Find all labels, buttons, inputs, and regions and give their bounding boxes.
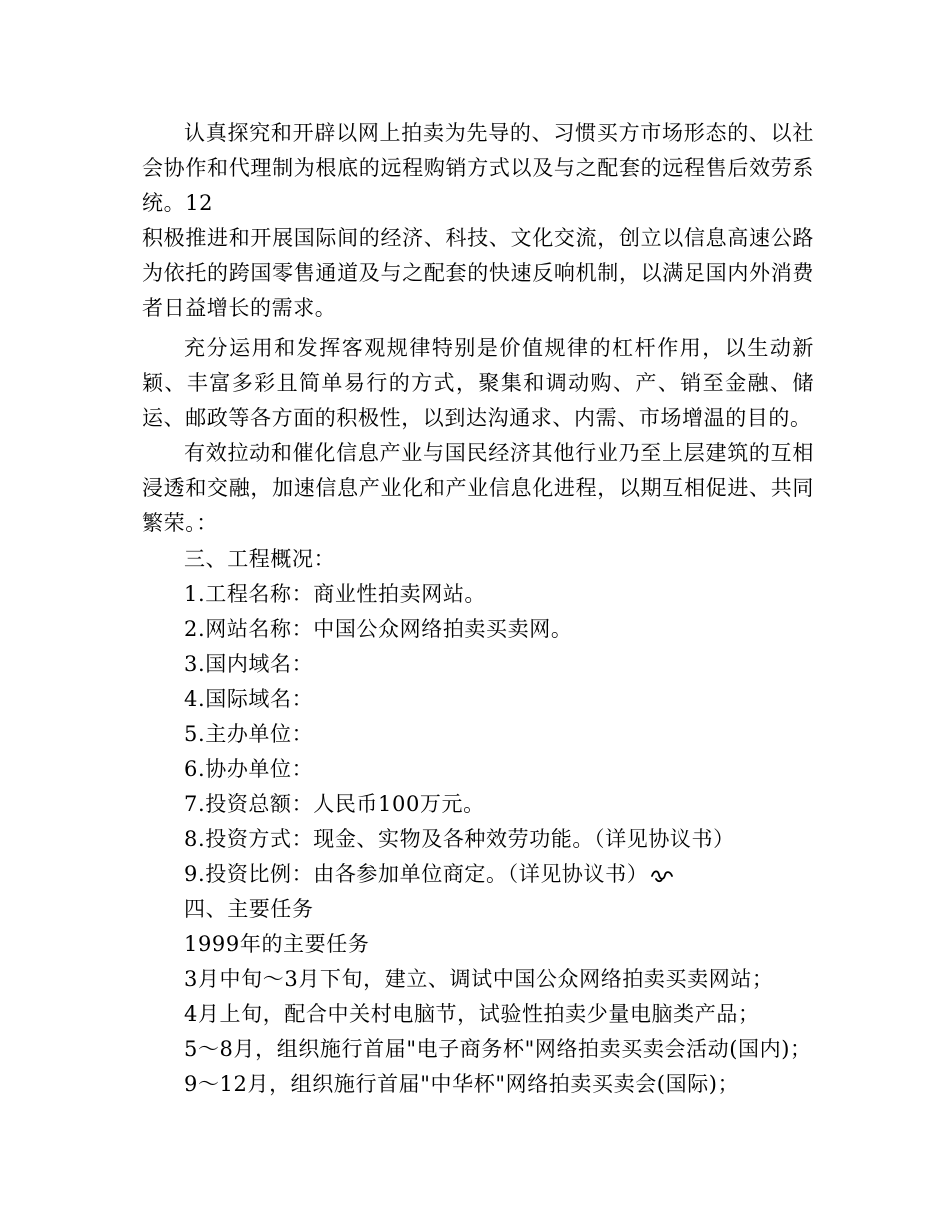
paragraph-international-exchange: 积极推进和开展国际间的经济、科技、文化交流，创立以信息高速公路为依托的跨国零售通道及与之配套的快速反响机制，以满足国内外消费者日益增长的需求。 — [142, 226, 814, 320]
paragraph-industry-integration: 有效拉动和催化信息产业与国民经济其他行业乃至上层建筑的互相浸透和交融，加速信息产业化和产业信息化进程，以期互相促进、共同繁荣。： — [142, 441, 814, 535]
section-3-heading: 三、工程概况： — [184, 547, 336, 571]
section-4-heading: 四、主要任务 — [184, 897, 314, 921]
project-item-5: 5.主办单位： — [184, 722, 314, 746]
project-item-9 — [184, 857, 674, 895]
paragraph-remote-sales: 认真探究和开辟以网上拍卖为先导的、习惯买方市场形态的、以社会协作和代理制为根底的远程购销方式以及与之配套的远程售后效劳系统。12 — [142, 121, 814, 215]
project-item-7: 7.投资总额：人民币100万元。 — [184, 792, 485, 816]
task-item-2: 4月上旬，配合中关村电脑节，试验性拍卖少量电脑类产品； — [184, 1002, 760, 1026]
section-4-subheading: 1999年的主要任务 — [184, 932, 370, 956]
task-item-1: 3月中旬～3月下旬，建立、调试中国公众网络拍卖买卖网站； — [184, 967, 774, 991]
project-item-8: 8.投资方式：现金、实物及各种效劳功能。（详见协议书） — [184, 827, 735, 851]
paragraph-economic-leverage: 充分运用和发挥客观规律特别是价值规律的杠杆作用，以生动新颖、丰富多彩且简单易行的方式，聚集和调动购、产、销至金融、储运、邮政等各方面的积极性，以到达沟通求、内需、市场增温的目的。 — [142, 336, 814, 430]
project-item-9-text: 9.投资比例：由各参加单位商定。（详见协议书） — [184, 862, 649, 886]
project-item-2: 2.网站名称：中国公众网络拍卖买卖网。 — [184, 617, 573, 641]
project-item-6: 6.协办单位： — [184, 757, 314, 781]
task-item-4: 9～12月，组织施行首届"中华杯"网络拍卖买卖会(国际)； — [184, 1072, 740, 1096]
project-item-1: 1.工程名称：商业性拍卖网站。 — [184, 582, 487, 606]
squiggle-icon — [650, 860, 674, 895]
project-item-3: 3.国内域名： — [184, 652, 314, 676]
task-item-3: 5～8月，组织施行首届"电子商务杯"网络拍卖买卖会活动(国内)； — [184, 1037, 812, 1061]
project-item-4: 4.国际域名： — [184, 687, 314, 711]
